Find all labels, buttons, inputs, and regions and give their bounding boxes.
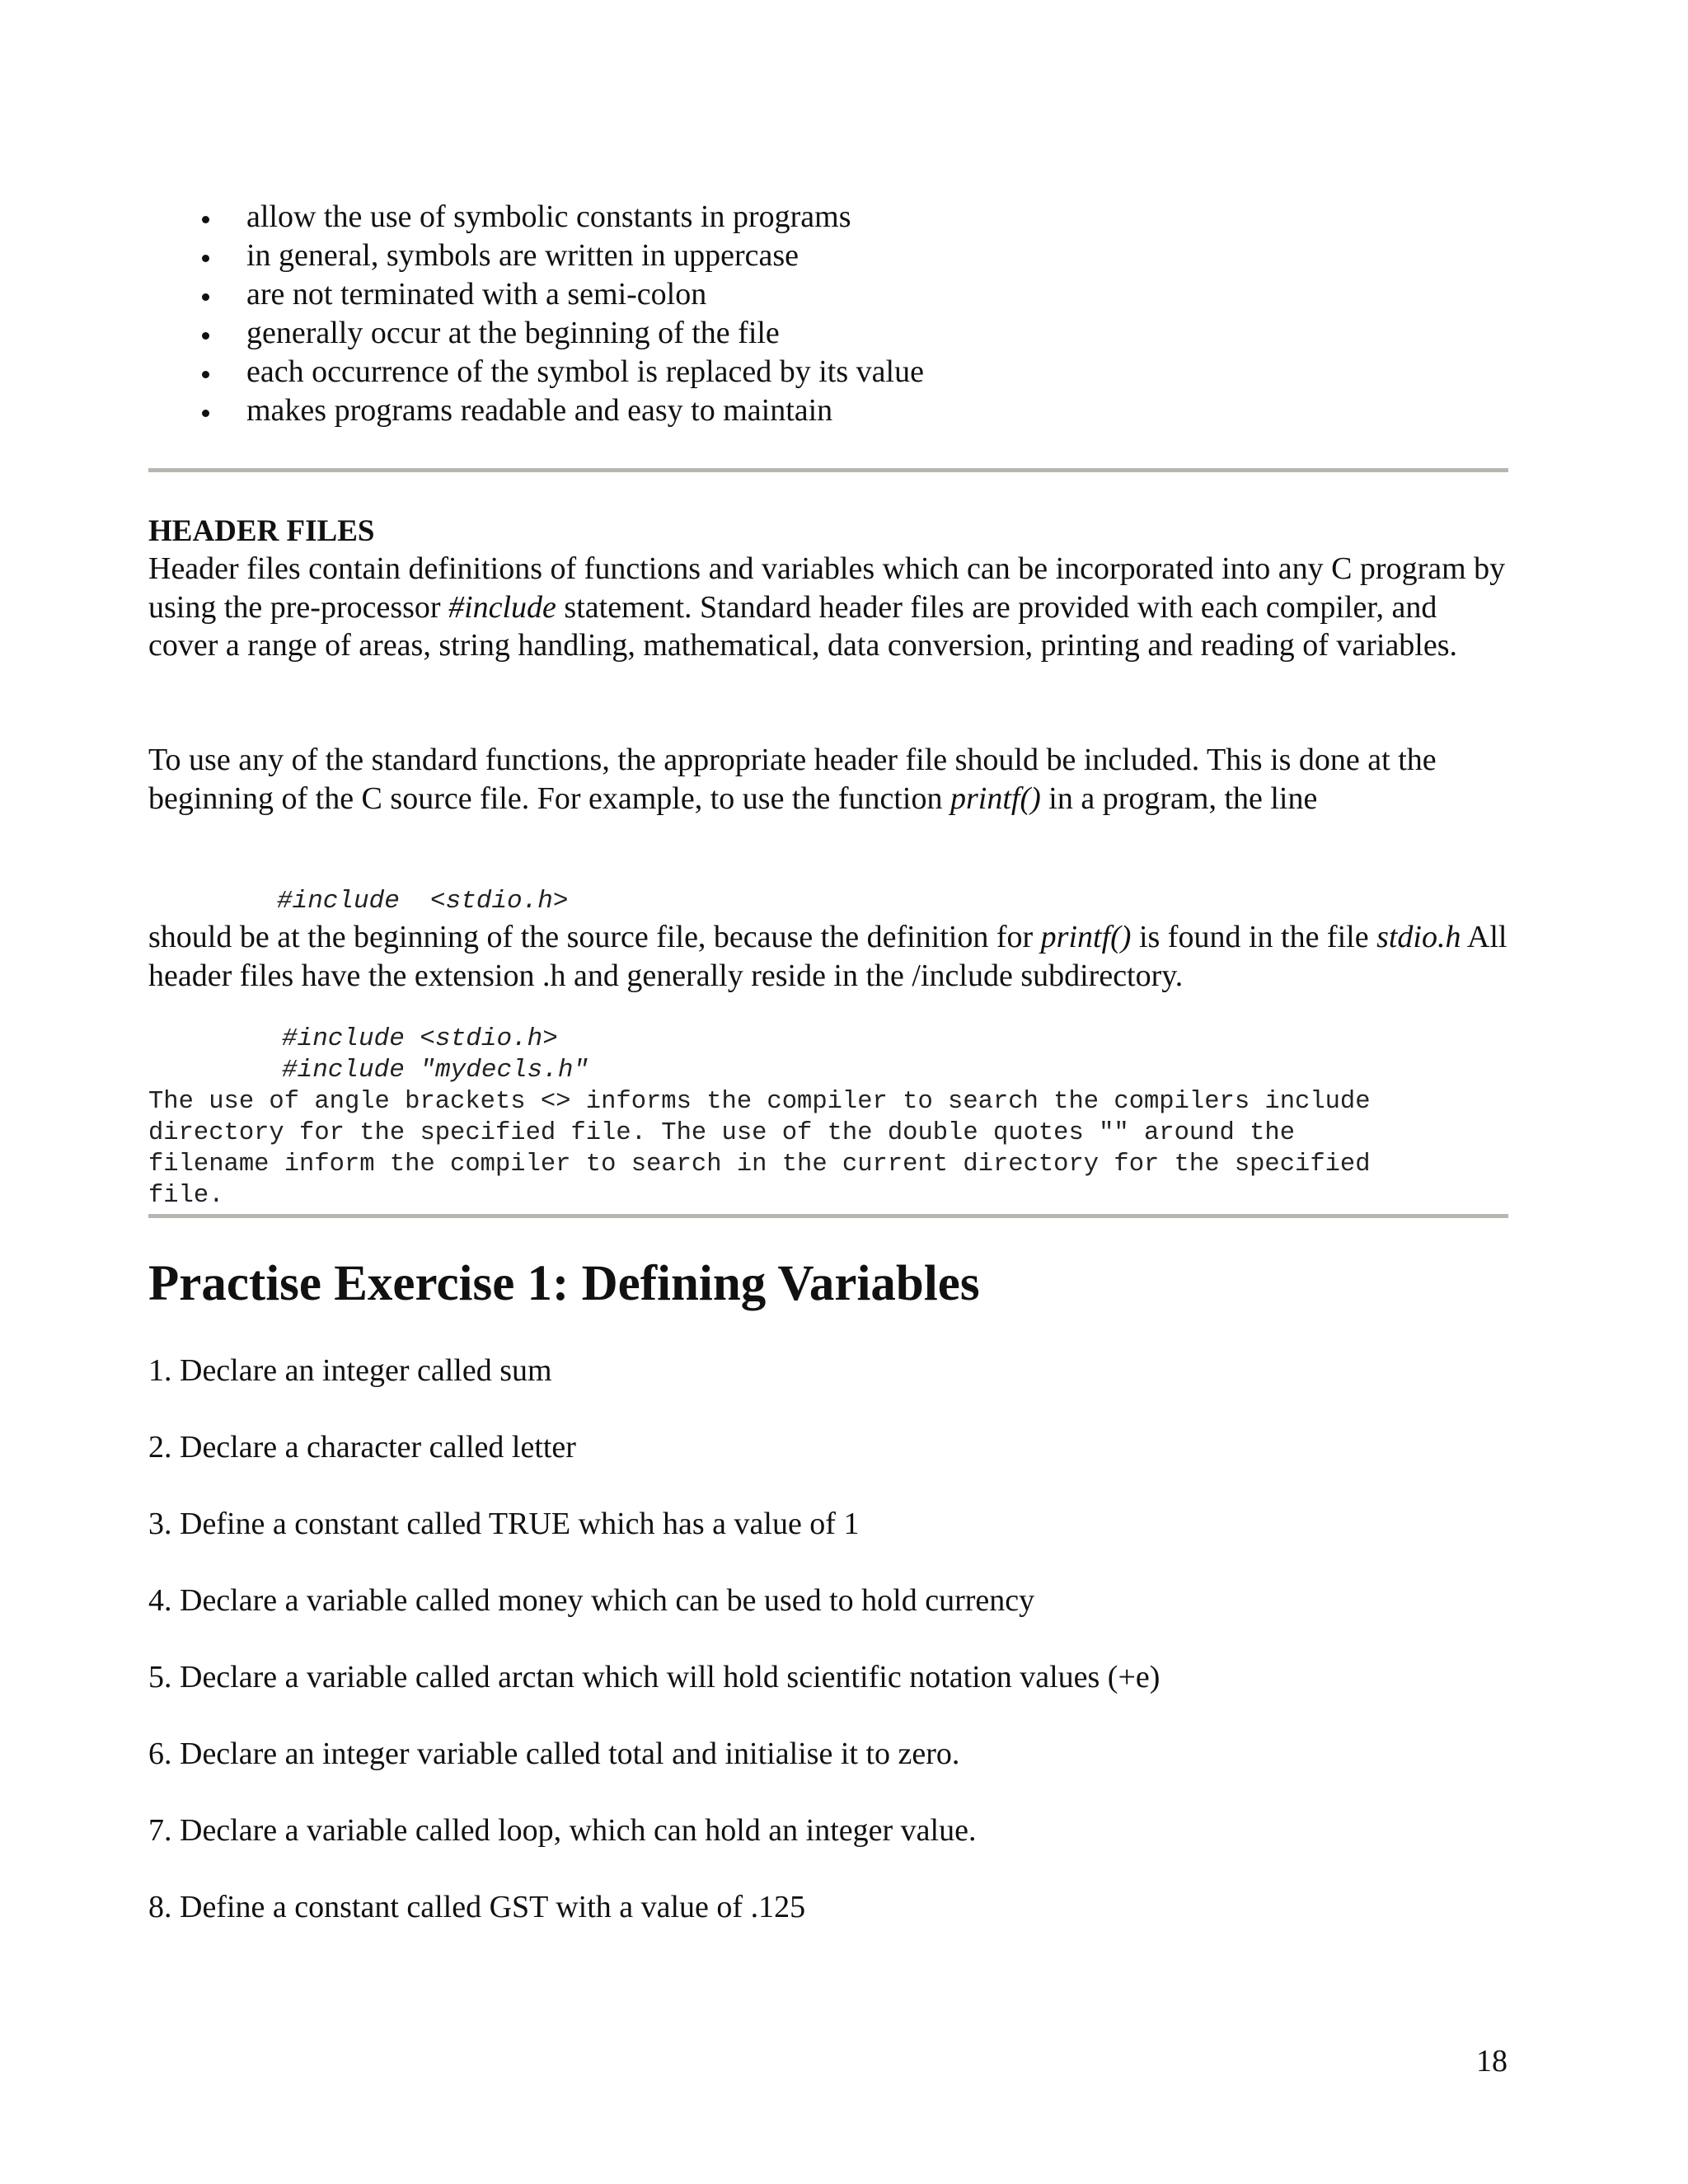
bullet-item: allow the use of symbolic constants in programs (148, 198, 924, 237)
bullet-item: makes programs readable and easy to maintain (148, 391, 924, 430)
exercise-item: 2. Declare a character called letter (148, 1430, 576, 1465)
bullet-item: each occurrence of the symbol is replaced by its value (148, 353, 924, 391)
bullet-list (148, 198, 924, 430)
horizontal-divider (148, 468, 1508, 472)
exercise-item: 4. Declare a variable called money which can be used to hold currency (148, 1583, 1035, 1618)
inline-code-term: printf() (1040, 920, 1132, 954)
inline-code-term: printf() (950, 780, 1041, 816)
inline-code-term: stdio.h (1376, 920, 1461, 954)
bullet-item: are not terminated with a semi-colon (148, 275, 924, 314)
inline-code-term: #include (448, 589, 556, 625)
bullet-item: in general, symbols are written in uppercase (148, 237, 924, 275)
exercise-heading: Practise Exercise 1: Defining Variables (148, 1256, 980, 1311)
paragraph: Header files contain definitions of functions and variables which can be incorporated into any C program by using the pre-processor #include statement. Standard header files are provided with each compiler, and cover a range of areas, string handling, mathematical, data conversion, printing and reading of variables. (148, 551, 1506, 663)
code-line: #include "mydecls.h" (282, 1056, 589, 1085)
code-line: #include <stdio.h> (277, 887, 569, 916)
exercise-item: 5. Declare a variable called arctan which will hold scientific notation values (+e) (148, 1660, 1160, 1694)
exercise-item: 7. Declare a variable called loop, which can hold an integer value. (148, 1813, 977, 1848)
code-line: #include <stdio.h> (282, 1024, 558, 1053)
exercise-item: 1. Declare an integer called sum (148, 1353, 552, 1388)
section-heading: HEADER FILES (148, 514, 375, 548)
page-number: 18 (1476, 2044, 1507, 2079)
paragraph: should be at the beginning of the source file, because the definition for printf() is found in the file stdio.h All header files have the extension .h and generally reside in the /include subdirectory. (148, 920, 1507, 993)
exercise-item: 3. Define a constant called TRUE which has a value of 1 (148, 1507, 860, 1541)
exercise-item: 8. Define a constant called GST with a value of .125 (148, 1890, 806, 1924)
monospace-note: The use of angle brackets <> informs the compiler to search the compilers include directory for the specified file. The use of the double quotes "" around the filename inform the compiler to search in the current directory for the specified file. (148, 1088, 1371, 1210)
horizontal-divider (148, 1214, 1508, 1218)
exercise-item: 6. Declare an integer variable called total and initialise it to zero. (148, 1736, 960, 1771)
exercise-list (148, 1352, 1160, 1965)
paragraph: To use any of the standard functions, the appropriate header file should be included. This is done at the beginning of the C source file. For example, to use the function printf() in a program, the line (148, 743, 1437, 816)
bullet-item: generally occur at the beginning of the file (148, 314, 924, 353)
